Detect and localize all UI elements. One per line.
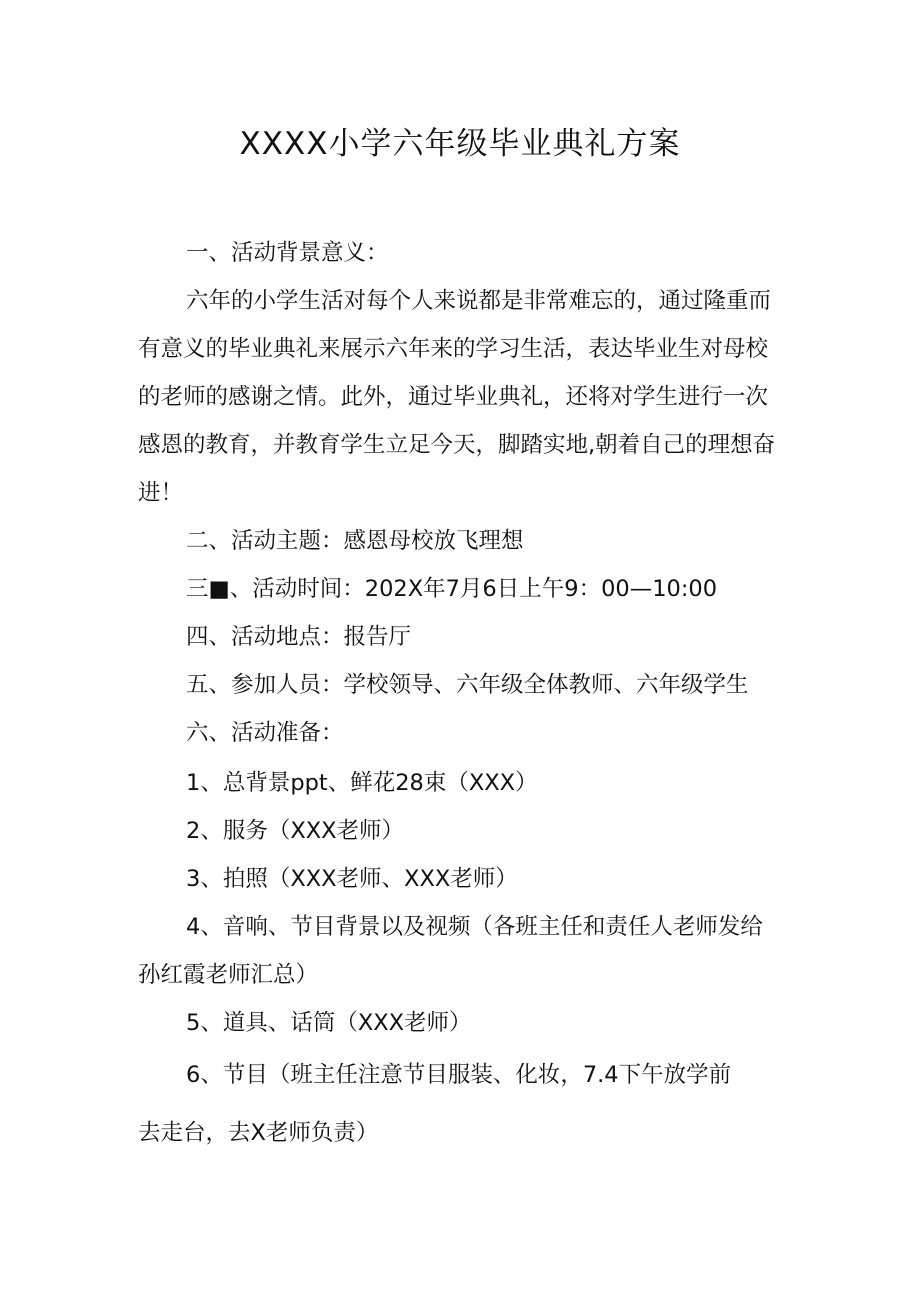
paragraph-line: 进！ xyxy=(138,480,184,506)
list-item: 3、拍照（XXX老师、XXX老师） xyxy=(186,866,518,892)
heading-participants: 五、参加人员：学校领导、六年级全体教师、六年级学生 xyxy=(186,672,749,698)
heading-background: 一、活动背景意义： xyxy=(186,240,389,266)
paragraph-line: 有意义的毕业典礼来展示六年来的学习生活，表达毕业生对母校 xyxy=(138,336,769,362)
list-item: 5、道具、话筒（XXX老师） xyxy=(186,1010,472,1036)
list-item-continuation: 孙红霞老师汇总） xyxy=(138,962,319,988)
paragraph-line: 六年的小学生活对每个人来说都是非常难忘的，通过隆重而 xyxy=(186,288,772,314)
list-item: 4、音响、节目背景以及视频（各班主任和责任人老师发给 xyxy=(186,914,763,940)
list-item: 6、节目（班主任注意节目服装、化妆，7.4下午放学前 xyxy=(186,1062,732,1088)
paragraph-line: 感恩的教育，并教育学生立足今天，脚踏实地,朝着自己的理想奋 xyxy=(138,432,776,458)
list-item: 1、总背景ppt、鲜花28束（XXX） xyxy=(186,770,538,796)
document-title: XXXX小学六年级毕业典礼方案 xyxy=(239,126,681,162)
heading-theme: 二、活动主题：感恩母校放飞理想 xyxy=(186,528,524,554)
list-item-continuation: 去走台，去X老师负责） xyxy=(138,1120,379,1146)
paragraph-line: 的老师的感谢之情。此外，通过毕业典礼，还将对学生进行一次 xyxy=(138,384,769,410)
heading-time: 三■、活动时间：202X年7月6日上午9：00—10:00 xyxy=(186,576,718,602)
list-item: 2、服务（XXX老师） xyxy=(186,818,405,844)
heading-preparation: 六、活动准备： xyxy=(186,720,344,746)
heading-location: 四、活动地点：报告厅 xyxy=(186,624,412,650)
